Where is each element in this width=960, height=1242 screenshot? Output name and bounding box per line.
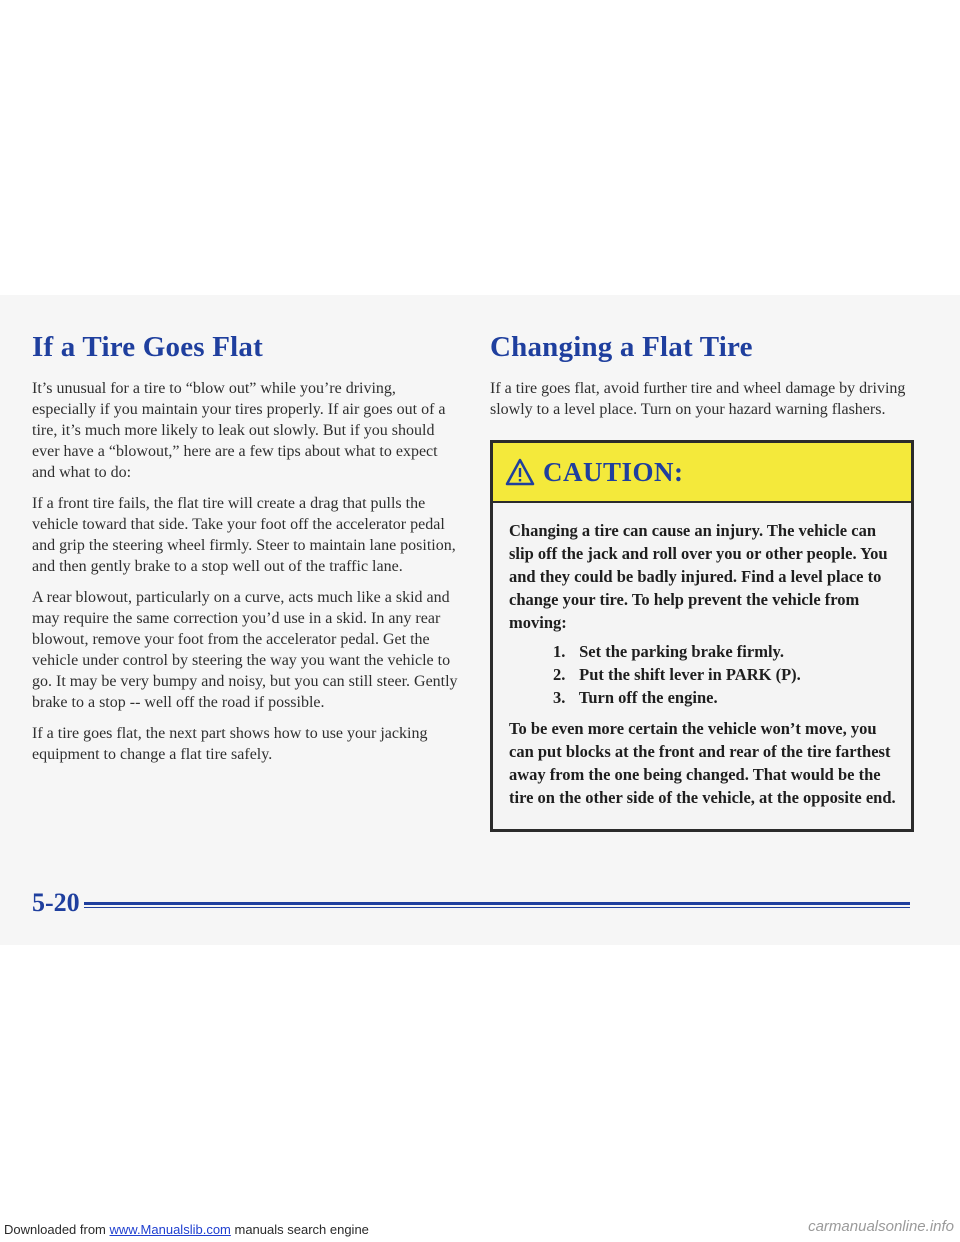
left-column — [32, 330, 460, 775]
page-footer — [32, 888, 910, 918]
site-watermark: carmanualsonline.info — [808, 1218, 954, 1235]
footer-rule — [84, 902, 910, 905]
caution-header — [493, 443, 911, 503]
paragraph-changing-intro: If a tire goes flat, avoid further tire and wheel damage by driving slowly to a level place. Turn on your hazard warning flashers. — [490, 380, 906, 418]
step-text: Turn off the engine. — [578, 688, 718, 707]
watermark-prefix: Downloaded from — [4, 1222, 110, 1237]
page-number: 5-20 — [32, 888, 80, 917]
caution-step — [553, 663, 897, 686]
step-number: 3. — [553, 688, 566, 707]
paragraph-front-tire: If a front tire fails, the flat tire will create a drag that pulls the vehicle toward that side. Take your foot off the accelerator pedal and grip the steering wheel firmly. Steer to maintain lane position, and then gently brake to a stop well out of the traffic lane. — [32, 495, 456, 575]
watermark-suffix: manuals search engine — [230, 1222, 369, 1237]
download-watermark — [4, 1222, 369, 1237]
caution-step — [553, 686, 897, 709]
manualslib-link[interactable]: www.Manualslib.com — [109, 1222, 231, 1237]
caution-text-main: Changing a tire can cause an injury. The vehicle can slip off the jack and roll over you or other people. You and they could be badly injured. Find a level place to change your tire. To help prevent the vehicle from moving: — [509, 521, 888, 632]
caution-step — [553, 640, 897, 663]
section-title-changing-tire: Changing a Flat Tire — [490, 331, 753, 363]
caution-label: CAUTION: — [543, 456, 684, 487]
caution-box — [490, 440, 914, 832]
step-text: Set the parking brake firmly. — [579, 642, 784, 661]
paragraph-rear-blowout: A rear blowout, particularly on a curve, acts much like a skid and may require the same correction you’d use in a skid. In any rear blowout, remove your foot from the accelerator pedal. Get the vehicle under control by steering the way you want the vehicle to go. It may be very bumpy and noisy, but you can still steer. Gently brake to a stop -- well off the road if possible. — [32, 589, 458, 711]
step-text: Put the shift lever in PARK (P). — [579, 665, 801, 684]
paragraph-blowout-intro: It’s unusual for a tire to “blow out” while you’re driving, especially if you maintain your tires properly. If air goes out of a tire, it’s much more likely to leak out slowly. But if you should ever have a “blowout,” here are a few tips about what to expect and what to do: — [32, 380, 446, 481]
paragraph-next-part: If a tire goes flat, the next part shows how to use your jacking equipment to change a flat tire safely. — [32, 725, 428, 763]
warning-triangle-icon — [505, 458, 535, 486]
step-number: 1. — [553, 642, 566, 661]
caution-steps-list — [509, 640, 897, 709]
section-title-flat-tire: If a Tire Goes Flat — [32, 331, 263, 363]
footer-rule-thin — [84, 907, 910, 908]
caution-text-blocks: To be even more certain the vehicle won’t move, you can put blocks at the front and rear of the tire farthest away from the one being changed. That would be the tire on the other side of the vehicle, at the opposite end. — [509, 719, 896, 807]
caution-body — [493, 503, 911, 829]
step-number: 2. — [553, 665, 566, 684]
right-column — [490, 330, 918, 832]
